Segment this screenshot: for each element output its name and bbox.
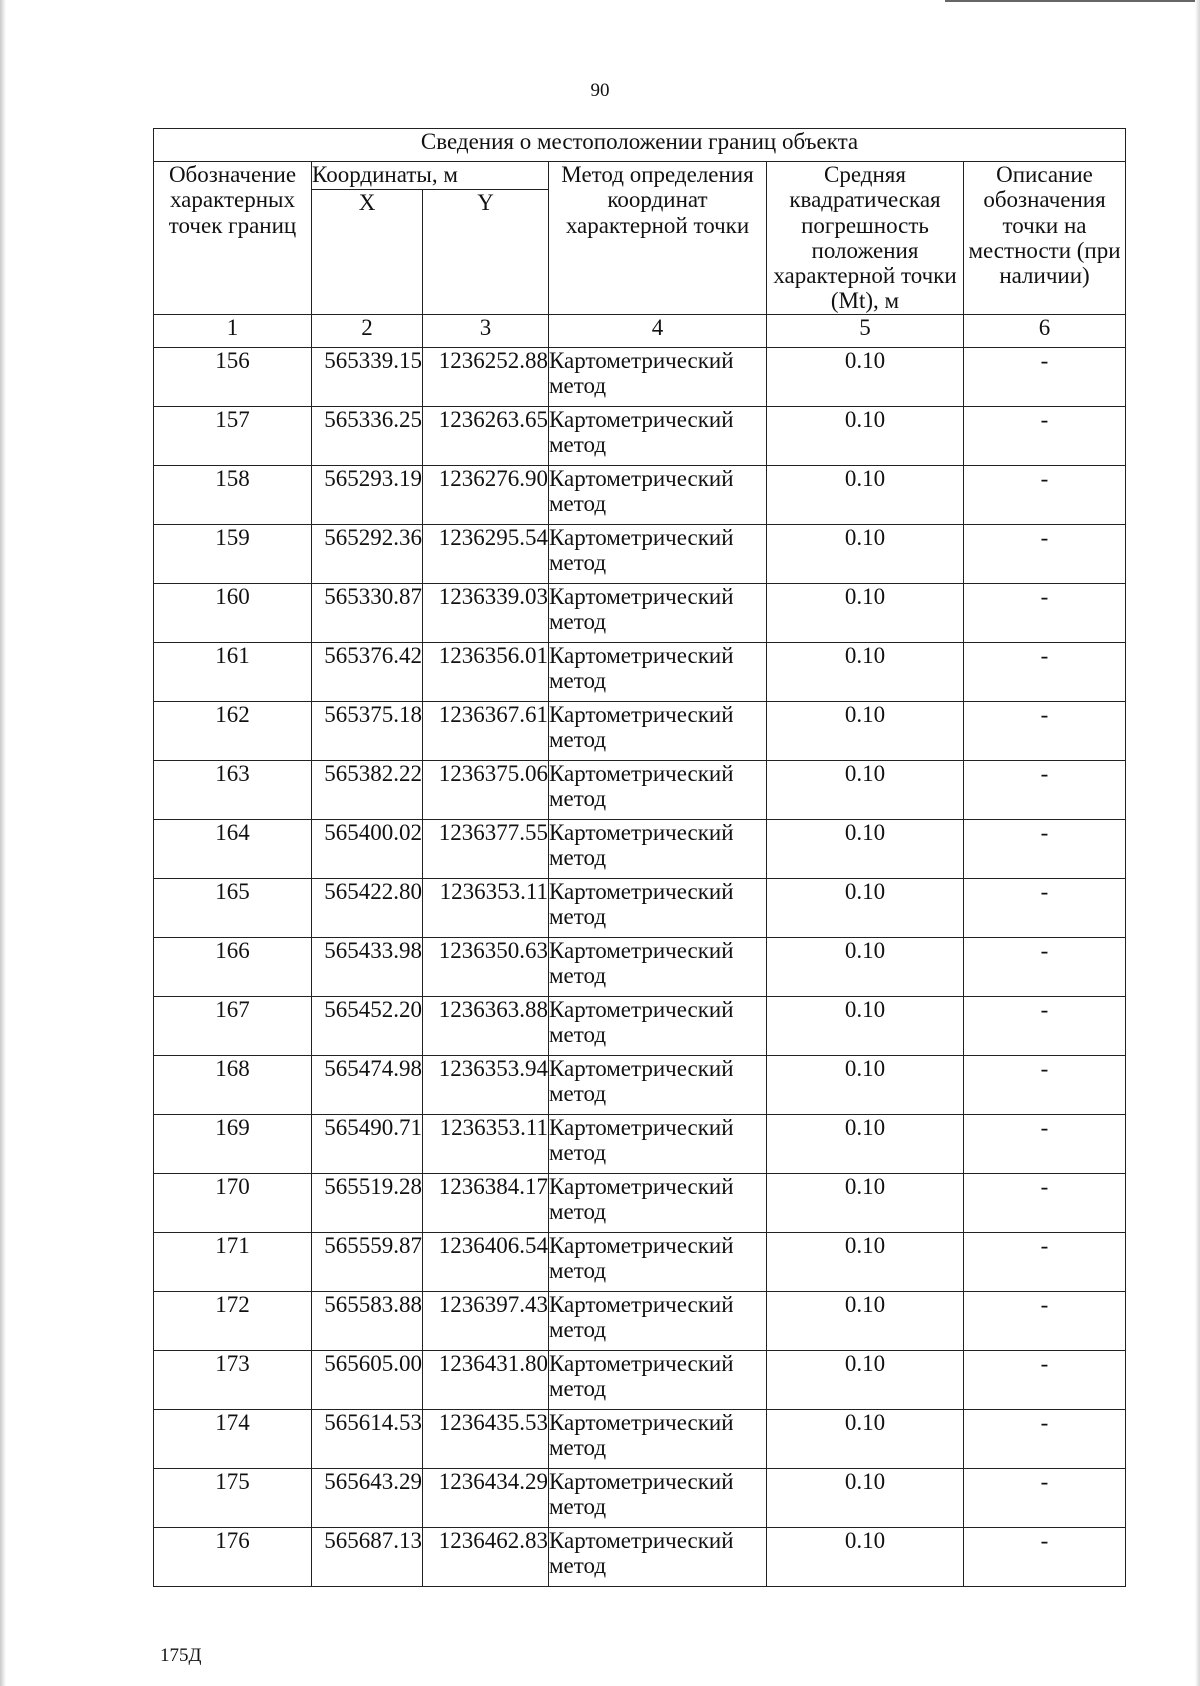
table-row [154,1468,1126,1527]
column-number: 5 [767,314,964,347]
method-line-2: метод [549,373,607,399]
cell-error: 0.10 [767,1527,964,1586]
cell-description: - [964,1114,1126,1173]
cell-method [549,524,767,583]
cell-error: 0.10 [767,465,964,524]
cell-x: 565400.02 [312,819,423,878]
method-line-2: метод [549,609,607,635]
table-row [154,465,1126,524]
method-line-2: метод [549,1081,607,1107]
method-line-1: Картометрический [549,1527,734,1553]
method-line-1: Картометрический [549,819,734,845]
cell-error: 0.10 [767,760,964,819]
footer-code: 175Д [160,1645,202,1666]
cell-method [549,1468,767,1527]
cell-error: 0.10 [767,1409,964,1468]
cell-y: 1236353.11 [423,878,549,937]
cell-description: - [964,878,1126,937]
cell-y: 1236339.03 [423,583,549,642]
method-line-1: Картометрический [549,1350,734,1376]
method-line-2: метод [549,1199,607,1225]
cell-point-id: 156 [154,347,312,406]
table-row [154,1527,1126,1586]
method-line-1: Картометрический [549,996,734,1022]
cell-error: 0.10 [767,1468,964,1527]
method-line-2: метод [549,1494,607,1520]
cell-error: 0.10 [767,1055,964,1114]
cell-x: 565376.42 [312,642,423,701]
scan-right-edge [1195,0,1200,1686]
column-number: 6 [964,314,1126,347]
cell-method [549,1055,767,1114]
table-row [154,760,1126,819]
cell-description: - [964,701,1126,760]
cell-method [549,996,767,1055]
cell-x: 565375.18 [312,701,423,760]
cell-y: 1236350.63 [423,937,549,996]
cell-error: 0.10 [767,583,964,642]
cell-description: - [964,347,1126,406]
method-line-2: метод [549,727,607,753]
cell-x: 565519.28 [312,1173,423,1232]
cell-method [549,465,767,524]
column-number: 1 [154,314,312,347]
cell-x: 565422.80 [312,878,423,937]
cell-y: 1236353.11 [423,1114,549,1173]
cell-error: 0.10 [767,1350,964,1409]
table-title [154,129,1126,162]
method-line-2: метод [549,786,607,812]
cell-point-id: 169 [154,1114,312,1173]
table-caption-row [154,129,1126,162]
method-line-2: метод [549,1140,607,1166]
cell-y: 1236295.54 [423,524,549,583]
method-line-2: метод [549,904,607,930]
cell-point-id: 159 [154,524,312,583]
method-line-1: Картометрический [549,1291,734,1317]
cell-description: - [964,406,1126,465]
cell-y: 1236435.53 [423,1409,549,1468]
cell-point-id: 175 [154,1468,312,1527]
cell-method [549,1350,767,1409]
method-line-2: метод [549,963,607,989]
cell-x: 565292.36 [312,524,423,583]
method-line-2: метод [549,550,607,576]
method-line-2: метод [549,668,607,694]
method-line-1: Картометрический [549,1409,734,1435]
method-line-1: Картометрический [549,583,734,609]
cell-x: 565614.53 [312,1409,423,1468]
table-row [154,642,1126,701]
cell-y: 1236363.88 [423,996,549,1055]
cell-x: 565330.87 [312,583,423,642]
method-line-2: метод [549,1435,607,1461]
table-title-text: Сведения о местоположении границ объекта [420,129,859,154]
header-x: X [312,189,423,314]
method-line-2: метод [549,432,607,458]
cell-point-id: 164 [154,819,312,878]
column-number: 4 [549,314,767,347]
cell-method [549,878,767,937]
cell-description: - [964,1291,1126,1350]
cell-y: 1236431.80 [423,1350,549,1409]
header-row-1 [154,162,1126,190]
cell-method [549,1232,767,1291]
page-number: 90 [590,80,610,101]
table-row [154,1055,1126,1114]
cell-error: 0.10 [767,937,964,996]
method-line-1: Картометрический [549,465,734,491]
cell-x: 565490.71 [312,1114,423,1173]
cell-error: 0.10 [767,347,964,406]
cell-x: 565643.29 [312,1468,423,1527]
method-line-1: Картометрический [549,701,734,727]
table-row [154,406,1126,465]
header-description: Описание обозначения точки на местности (при наличии) [964,162,1126,315]
cell-point-id: 158 [154,465,312,524]
cell-method [549,701,767,760]
cell-method [549,937,767,996]
cell-y: 1236384.17 [423,1173,549,1232]
cell-method [549,819,767,878]
cell-y: 1236375.06 [423,760,549,819]
cell-x: 565452.20 [312,996,423,1055]
method-line-2: метод [549,1317,607,1343]
method-line-1: Картометрический [549,1468,734,1494]
table-row [154,1350,1126,1409]
table-row [154,1409,1126,1468]
method-line-1: Картометрический [549,1055,734,1081]
cell-method [549,1173,767,1232]
cell-x: 565474.98 [312,1055,423,1114]
cell-y: 1236356.01 [423,642,549,701]
method-line-2: метод [549,1022,607,1048]
method-line-2: метод [549,491,607,517]
method-line-2: метод [549,1553,607,1579]
cell-method [549,347,767,406]
method-line-1: Картометрический [549,760,734,786]
cell-description: - [964,996,1126,1055]
cell-x: 565382.22 [312,760,423,819]
cell-y: 1236367.61 [423,701,549,760]
method-line-2: метод [549,1376,607,1402]
cell-point-id: 168 [154,1055,312,1114]
cell-point-id: 167 [154,996,312,1055]
cell-method [549,760,767,819]
cell-y: 1236462.83 [423,1527,549,1586]
cell-method [549,1291,767,1350]
cell-method [549,1409,767,1468]
cell-point-id: 163 [154,760,312,819]
cell-point-id: 173 [154,1350,312,1409]
cell-error: 0.10 [767,819,964,878]
method-line-1: Картометрический [549,878,734,904]
cell-y: 1236377.55 [423,819,549,878]
cell-description: - [964,1468,1126,1527]
table-row [154,347,1126,406]
cell-point-id: 157 [154,406,312,465]
cell-description: - [964,819,1126,878]
cell-method [549,406,767,465]
cell-description: - [964,937,1126,996]
cell-description: - [964,1409,1126,1468]
table-row [154,878,1126,937]
cell-description: - [964,1527,1126,1586]
cell-y: 1236353.94 [423,1055,549,1114]
cell-error: 0.10 [767,878,964,937]
table-row [154,1114,1126,1173]
header-error: Средняя квадратическая погрешность положения характерной точки (Mt), м [767,162,964,315]
cell-description: - [964,642,1126,701]
cell-description: - [964,583,1126,642]
table-row [154,1291,1126,1350]
cell-description: - [964,1350,1126,1409]
cell-y: 1236434.29 [423,1468,549,1527]
cell-error: 0.10 [767,524,964,583]
cell-point-id: 161 [154,642,312,701]
cell-x: 565605.00 [312,1350,423,1409]
method-line-1: Картометрический [549,406,734,432]
method-line-1: Картометрический [549,524,734,550]
cell-error: 0.10 [767,406,964,465]
header-coordinates: Координаты, м [312,162,549,190]
boundary-points-table [153,128,1126,1587]
header-point-designation: Обозначение характерных точек границ [154,162,312,315]
header-method: Метод определения координат характерной точки [549,162,767,315]
table-row [154,583,1126,642]
cell-x: 565687.13 [312,1527,423,1586]
cell-y: 1236406.54 [423,1232,549,1291]
cell-point-id: 166 [154,937,312,996]
cell-method [549,642,767,701]
method-line-2: метод [549,1258,607,1284]
cell-error: 0.10 [767,1173,964,1232]
method-line-2: метод [549,845,607,871]
cell-error: 0.10 [767,701,964,760]
column-number: 2 [312,314,423,347]
cell-point-id: 176 [154,1527,312,1586]
cell-description: - [964,524,1126,583]
table-row [154,524,1126,583]
cell-x: 565339.15 [312,347,423,406]
cell-description: - [964,1232,1126,1291]
cell-point-id: 160 [154,583,312,642]
cell-error: 0.10 [767,1291,964,1350]
method-line-1: Картометрический [549,937,734,963]
cell-x: 565559.87 [312,1232,423,1291]
table-row [154,819,1126,878]
table-row [154,1173,1126,1232]
method-line-1: Картометрический [549,642,734,668]
cell-x: 565433.98 [312,937,423,996]
cell-point-id: 172 [154,1291,312,1350]
column-number: 3 [423,314,549,347]
cell-error: 0.10 [767,642,964,701]
cell-description: - [964,760,1126,819]
cell-x: 565293.19 [312,465,423,524]
cell-x: 565583.88 [312,1291,423,1350]
table-row [154,937,1126,996]
cell-method [549,583,767,642]
cell-y: 1236252.88 [423,347,549,406]
cell-x: 565336.25 [312,406,423,465]
cell-description: - [964,465,1126,524]
cell-y: 1236276.90 [423,465,549,524]
method-line-1: Картометрический [549,1114,734,1140]
table-row [154,1232,1126,1291]
table-row [154,701,1126,760]
table-body [154,347,1126,1586]
cell-point-id: 165 [154,878,312,937]
cell-description: - [964,1173,1126,1232]
cell-method [549,1114,767,1173]
cell-error: 0.10 [767,1232,964,1291]
method-line-1: Картометрический [549,347,734,373]
cell-error: 0.10 [767,1114,964,1173]
cell-point-id: 162 [154,701,312,760]
cell-method [549,1527,767,1586]
cell-point-id: 170 [154,1173,312,1232]
cell-description: - [964,1055,1126,1114]
header-y: Y [423,189,549,314]
scan-top-line [945,0,1200,2]
cell-error: 0.10 [767,996,964,1055]
cell-point-id: 174 [154,1409,312,1468]
cell-point-id: 171 [154,1232,312,1291]
method-line-1: Картометрический [549,1232,734,1258]
column-numbers-row [154,314,1126,347]
table-row [154,996,1126,1055]
cell-y: 1236397.43 [423,1291,549,1350]
scan-left-edge [0,0,6,1686]
method-line-1: Картометрический [549,1173,734,1199]
cell-y: 1236263.65 [423,406,549,465]
